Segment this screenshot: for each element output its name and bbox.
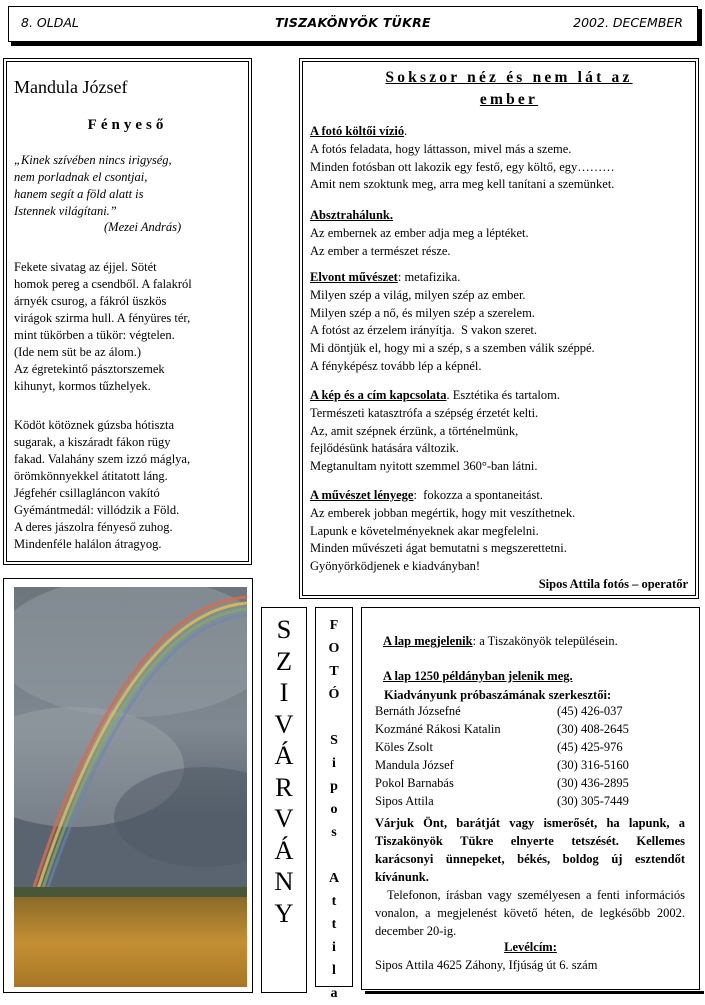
- poem-stanza-1: Fekete sivatag az éjjel. Sötét homok pereg a csendből. A falakról árnyék csurog, a fákról üszkös virágok szirma hull. A fényüres tér, mint tükörben a tükör: végtelen. (Ide nem süt be az álom.) Az égretekintő pásztorszemek kihunyt, kormos tűzhelyek.: [14, 260, 192, 393]
- article-title: [340, 67, 678, 111]
- credit-letter: A: [328, 871, 340, 886]
- title-letter: I: [279, 677, 289, 707]
- editor-name: Kozmáné Rákosi Katalin: [375, 722, 501, 736]
- credit-letter: p: [330, 779, 338, 794]
- vertical-title: [262, 614, 306, 929]
- photo-credit-box: [315, 607, 353, 1001]
- contact-info: Telefonon, írásban vagy személyesen a fenti információs vonalon, a megjelenést követő héten, de legkésőbb 2002. december 20-ig.: [375, 888, 685, 938]
- page-header: [8, 6, 698, 42]
- credit-letter: F: [329, 618, 339, 633]
- credit-letter: t: [331, 894, 337, 909]
- poem-author: Mandula József: [14, 77, 128, 97]
- paragraph-lead-rest: : metafizika.: [397, 270, 461, 284]
- title-letter: Á: [274, 834, 294, 865]
- paragraph-lead-rest: : fokozza a spontaneitást.: [413, 488, 543, 502]
- article-paragraph: [310, 487, 688, 576]
- mail-label: Levélcím:: [504, 940, 557, 954]
- credit-letter: o: [330, 802, 338, 817]
- title-letter: Y: [274, 897, 294, 928]
- editors-heading: Kiadványunk próbaszámának szerkesztői:: [384, 688, 612, 702]
- paragraph-body: Milyen szép a világ, milyen szép az ember. Milyen szép a nő, és milyen szép a szerelem. A fotóst az érzelem irányítja. S vakon szeret. Mi döntjük el, hogy mi a szép, s a szemben válik széppé. A fényképész tovább lép a képnél.: [310, 287, 595, 373]
- vertical-title-box: [261, 607, 307, 993]
- poem-title: Fényeső: [87, 117, 168, 133]
- credit-letter: l: [332, 963, 336, 978]
- editor-phone: (45) 426-037: [557, 704, 623, 718]
- paragraph-lead-end: .: [404, 124, 408, 138]
- paragraph-lead: A művészet lényege: [310, 488, 414, 502]
- poem-stanza-2: Ködöt kötöznek gúzsba hótiszta sugarak, a kiszáradt fákon rügy fakad. Valahány szem izzó máglya, örömkönnyekkel átitatott láng. Jégfehér csillagláncon vakító Gyémántmedál: villódzik a Föld. A deres jászolra fényeső zuhog. Mindenféle halálon átragyog.: [14, 418, 191, 551]
- credit-letter: [316, 844, 352, 867]
- article-signature: Sipos Attila fotós – operatőr: [538, 577, 688, 591]
- paragraph-body: Az emberek jobban megértik, hogy mit veszíthetnek. Lapunk e követelményeknek akar megfelelni. Minden művészeti ágat bemutatni s megszerettetni. Gyönyörködjenek e kiadványban!: [310, 505, 576, 574]
- editor-phone: (30) 316-5160: [557, 758, 629, 772]
- title-letter: V: [274, 708, 294, 739]
- credit-letter: S: [330, 733, 338, 748]
- editor-phone: (30) 408-2645: [557, 722, 629, 736]
- credit-letter: i: [332, 940, 336, 955]
- print-run: A lap 1250 példányban jelenik meg.: [383, 669, 573, 683]
- article-box: [299, 58, 699, 599]
- editor-name: Mandula József: [375, 758, 454, 772]
- closing-greeting: Várjuk Önt, barátját vagy ismerősét, ha lapunk, a Tiszakönyök Tükre elnyerte tetszését. Kellemes karácsonyi ünnepeket, békés, boldog új esztendőt kívánunk.: [375, 816, 685, 884]
- editor-phone: (30) 436-2895: [557, 776, 629, 790]
- wheat-field: [14, 897, 247, 987]
- poem-box: [3, 58, 252, 565]
- distribution-line: [383, 633, 618, 650]
- title-letter: V: [274, 803, 294, 833]
- epigraph-author: (Mezei András): [104, 220, 182, 234]
- paragraph-lead: A kép és a cím kapcsolata: [310, 388, 447, 402]
- page-number: 8. OLDAL: [21, 15, 79, 30]
- editor-phone: (45) 425-976: [557, 740, 623, 754]
- paragraph-body: Az embernek az ember adja meg a léptéket. Az ember a természet része.: [310, 225, 529, 258]
- credit-letter: s: [331, 825, 337, 840]
- title-letter: N: [274, 866, 294, 896]
- paragraph-lead: Absztrahálunk.: [310, 208, 394, 222]
- credit-letter: i: [332, 756, 336, 771]
- article-title-line-2: ember: [479, 91, 539, 108]
- paragraph-lead-rest: . Esztétika és tartalom.: [446, 388, 560, 402]
- editor-phone: (30) 305-7449: [557, 794, 629, 808]
- article-title-line-1: Sokszor néz és nem lát az: [385, 69, 633, 86]
- credit-letter: Ó: [328, 687, 340, 702]
- credit-letter: a: [330, 986, 338, 1001]
- distribution-lead: A lap megjelenik: [383, 634, 473, 648]
- paragraph-body: A fotós feladata, hogy láttasson, mivel más a szeme. Minden fotósban ott lakozik egy festő, egy költő, egy……… Amit nem szoktunk meg, arra meg kell tanítani a szemünket.: [310, 141, 615, 192]
- title-letter: Á: [274, 740, 294, 770]
- paragraph-lead: A fotó költői vízió: [310, 124, 405, 138]
- paragraph-lead: Elvont művészet: [310, 270, 398, 284]
- article-paragraph: [310, 207, 688, 260]
- editor-name: Sipos Attila: [375, 794, 434, 808]
- article-paragraph: [310, 123, 688, 194]
- issue-date: 2002. DECEMBER: [573, 15, 683, 30]
- info-box: [361, 607, 700, 990]
- editor-name: Bernáth Józsefné: [375, 704, 461, 718]
- article-paragraph: [310, 387, 688, 476]
- mail-address: Sipos Attila 4625 Záhony, Ifjúság út 6. szám: [375, 958, 598, 972]
- rainbow-photo: [14, 587, 247, 987]
- article-paragraph: [310, 269, 688, 376]
- credit-letter: O: [328, 641, 340, 656]
- paragraph-body: Természeti katasztrófa a szépség érzetét kelti. Az, amit szépnek érzünk, a történelmünk, fejlődésünk hatására változik. Megtanultam nyitott szemmel 360°-ban látni.: [310, 405, 539, 474]
- title-letter: R: [275, 771, 293, 802]
- poem-epigraph: „Kinek szívében nincs irigység, nem porladnak el csontjai, hanem segít a föld alatt is Istennek világítani.”: [14, 153, 172, 218]
- title-letter: Z: [275, 645, 293, 676]
- title-letter: S: [276, 614, 292, 644]
- photo-frame: [3, 578, 253, 993]
- editor-name: Pokol Barnabás: [375, 776, 454, 790]
- newspaper-title: TISZAKÖNYÖK TÜKRE: [275, 15, 431, 30]
- credit-letter: t: [331, 917, 337, 932]
- credit-letter: [316, 706, 352, 729]
- credit-letter: T: [329, 664, 339, 679]
- distribution-rest: : a Tiszakönyök településein.: [472, 634, 618, 648]
- editor-name: Köles Zsolt: [375, 740, 433, 754]
- vertical-photo-credit: [316, 614, 352, 1005]
